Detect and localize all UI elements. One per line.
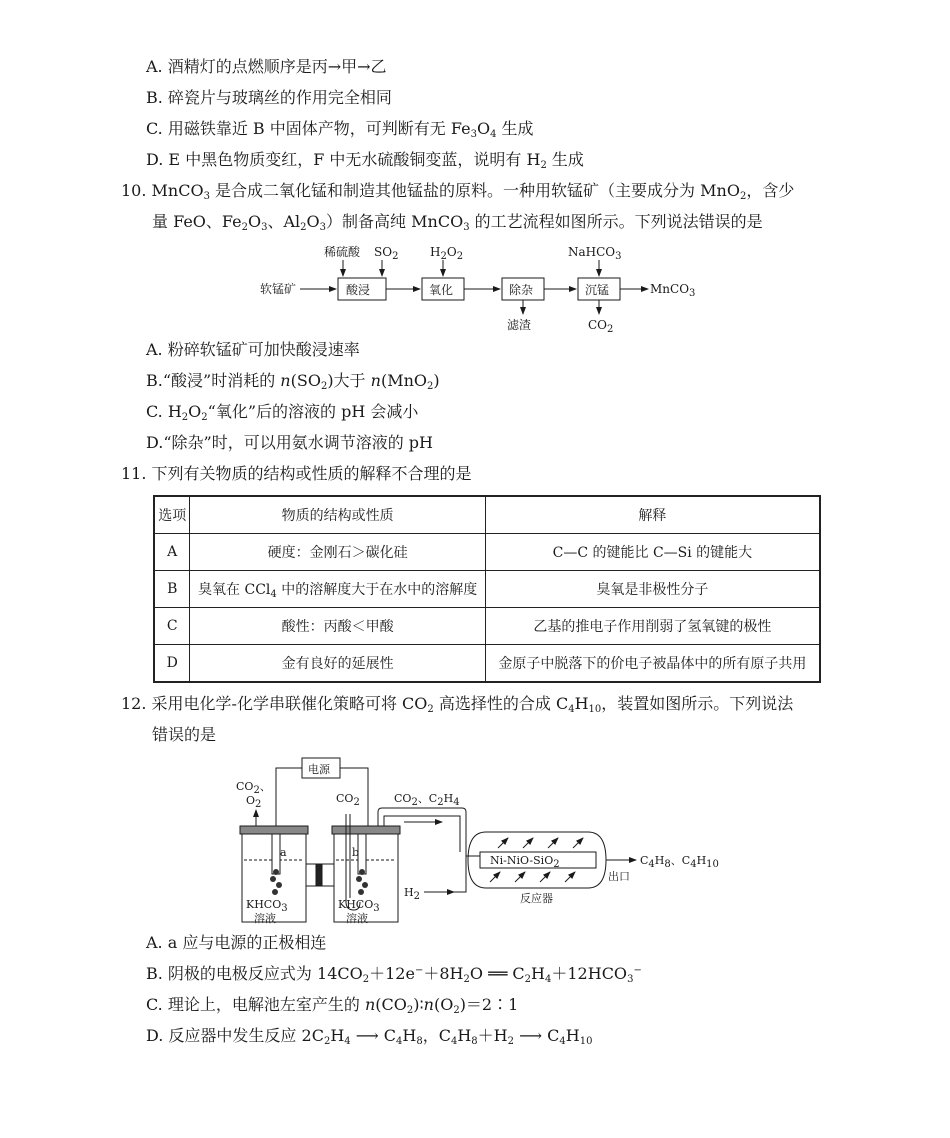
left-gas-label: CO2、 xyxy=(236,780,271,796)
q9-option-b: B. 碎瓷片与玻璃丝的作用完全相同 xyxy=(146,88,392,107)
q12-option-c: C. 理论上，电解池左室产生的 $n(CO_2)∶n(O_2)=2∶1$ xyxy=(146,995,519,1016)
svg-text:沉锰: 沉锰 xyxy=(585,283,610,297)
mid-gas-label: CO2、C2H4 xyxy=(394,792,460,808)
flow-product: MnCO3 xyxy=(650,282,696,299)
product-label: C4H8、C4H10 xyxy=(640,854,719,870)
svg-text:氧化: 氧化 xyxy=(429,283,454,297)
catalyst-label: Ni-NiO-SiO2 xyxy=(490,854,560,870)
electrode-a xyxy=(272,834,280,874)
flow-output-residue: 滤渣 xyxy=(507,318,532,332)
q10-option-b: B.“酸浸”时消耗的 $n(SO_2)$大于 n(MnO$_2$) xyxy=(146,371,440,392)
q10-stem-line1: 10. MnCO$_3$ 是合成二氧化锰和制造其他锰盐的原料。一种用软锰矿（主要成分为 MnO$_2$，含少 xyxy=(121,181,795,202)
svg-text:O2: O2 xyxy=(246,794,262,810)
svg-text:溶液: 溶液 xyxy=(346,912,368,925)
right-inlet-label: CO2 xyxy=(336,792,360,808)
q10-stem-line2: 量 FeO、$Fe_2O_3$、$Al_2O_3$）制备高纯 MnCO$_3$ 的工艺流程如图所示。下列说法错误的是 xyxy=(152,212,763,233)
table-row: A 硬度：金刚石＞碳化硅 C—C 的键能比 C—Si 的键能大 xyxy=(154,534,820,571)
q9-option-c: C. 用磁铁靠近 B 中固体产物，可判断有无 $Fe_3O_4$ 生成 xyxy=(146,119,534,140)
svg-text:溶液: 溶液 xyxy=(254,912,276,925)
q12-option-d: D. 反应器中发生反应 $2C_2H_4$ ⟶ $C_4H_8$，$C_4H_8+H_2$ ⟶ $C_4H_{10}$ xyxy=(146,1026,593,1047)
flow-input-so2: SO2 xyxy=(374,245,399,262)
electrode-b-label: b xyxy=(352,846,360,859)
electrode-a-label: a xyxy=(280,846,287,859)
right-solution-label: KHCO3 xyxy=(338,898,380,914)
q10-option-c: C. $H_2O_2“$氧化”后的溶液的 pH 会减小 xyxy=(146,402,419,423)
q10-flow-diagram xyxy=(250,240,710,340)
flow-output-co2: CO2 xyxy=(588,318,614,335)
q12-option-b: B. 阴极的电极反应式为 $14CO_2+12e^-+8H_2O$ ══ $C_2H_4+12HCO_3^-$ xyxy=(146,964,642,985)
header-property: 物质的结构或性质 xyxy=(190,496,485,534)
q9-option-a: A. 酒精灯的点燃顺序是丙→甲→乙 xyxy=(146,57,387,76)
power-label: 电源 xyxy=(308,763,330,776)
reactor-label: 反应器 xyxy=(520,892,553,905)
q11-table xyxy=(153,495,821,683)
table-row: D 金有良好的延展性 金原子中脱落下的价电子被晶体中的所有原子共用 xyxy=(154,645,820,683)
header-explanation: 解释 xyxy=(485,496,820,534)
flow-input-acid: 稀硫酸 xyxy=(324,245,361,259)
left-solution-label: KHCO3 xyxy=(246,898,288,914)
svg-text:酸浸: 酸浸 xyxy=(346,283,371,297)
table-row: B 臭氧在 CCl$_4$ 中的溶解度大于在水中的溶解度 臭氧是非极性分子 xyxy=(154,571,820,608)
table-row: C 酸性：丙酸＜甲酸 乙基的推电子作用削弱了氢氧键的极性 xyxy=(154,608,820,645)
q12-stem-line1: 12. 采用电化学-化学串联催化策略可将 $CO_2$ 高选择性的合成 $C_4H_{10}$，装置如图所示。下列说法 xyxy=(121,694,794,715)
q12-option-a: A. a 应与电源的正极相连 xyxy=(146,933,327,952)
q10-option-d: D.“除杂”时，可以用氨水调节溶液的 pH xyxy=(146,433,433,452)
q12-apparatus-diagram xyxy=(228,752,728,932)
q9-option-d: D. E 中黑色物质变红，F 中无水硫酸铜变蓝，说明有 $H_2$ 生成 xyxy=(146,150,584,171)
q10-option-a: A. 粉碎软锰矿可加快酸浸速率 xyxy=(146,340,360,359)
electrode-b xyxy=(358,834,366,874)
flow-input-h2o2: H2O2 xyxy=(430,245,464,262)
h2-label: H2 xyxy=(404,886,420,902)
flow-input-nahco3: NaHCO3 xyxy=(568,245,622,262)
svg-text:除杂: 除杂 xyxy=(509,283,534,297)
q11-stem: 11. 下列有关物质的结构或性质的解释不合理的是 xyxy=(121,464,472,483)
flow-raw-label: 软锰矿 xyxy=(260,282,297,296)
q12-stem-line2: 错误的是 xyxy=(152,725,217,744)
table-header-row xyxy=(154,496,820,534)
header-option: 选项 xyxy=(154,496,190,534)
outlet-label: 出口 xyxy=(608,870,630,883)
membrane xyxy=(316,864,322,886)
